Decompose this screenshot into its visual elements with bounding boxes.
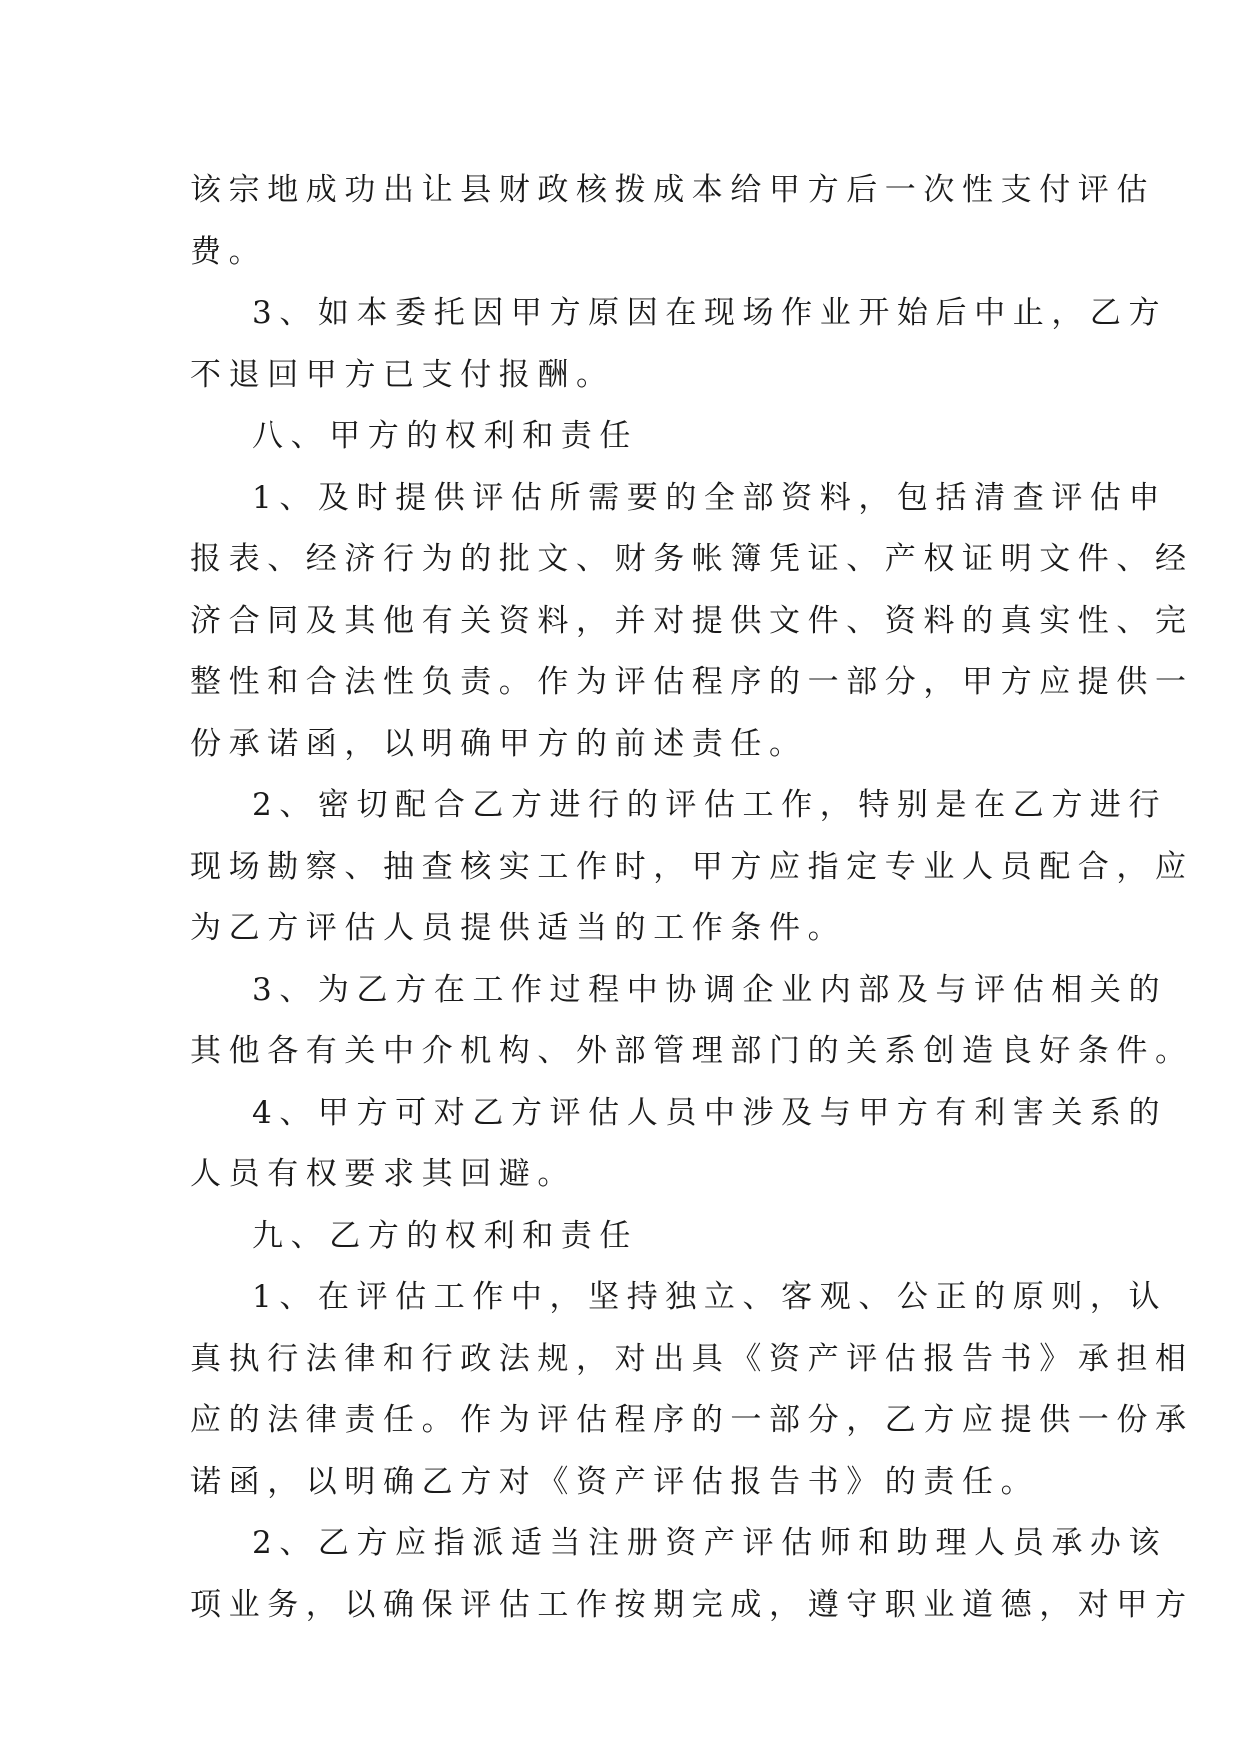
text-line: 份承诺函，以明确甲方的前述责任。 xyxy=(190,725,808,762)
text-line: 1、在评估工作中，坚持独立、客观、公正的原则，认 xyxy=(252,1279,1168,1315)
text-line: 济合同及其他有关资料，并对提供文件、资料的真实性、完 xyxy=(190,602,1194,639)
text-line: 不退回甲方已支付报酬。 xyxy=(190,356,615,393)
text-line: 4、甲方可对乙方评估人员中涉及与甲方有利害关系的 xyxy=(252,1094,1168,1131)
text-line: 费。 xyxy=(190,233,268,270)
text-line: 2、乙方应指派适当注册资产评估师和助理人员承办该 xyxy=(252,1525,1168,1561)
text-line: 其他各有关中介机构、外部管理部门的关系创造良好条件。 xyxy=(190,1033,1194,1069)
text-line: 真执行法律和行政法规，对出具《资产评估报告书》承担相 xyxy=(190,1340,1194,1377)
section-heading: 八、甲方的权利和责任 xyxy=(252,418,638,454)
text-line: 人员有权要求其回避。 xyxy=(190,1156,576,1192)
section-heading: 九、乙方的权利和责任 xyxy=(252,1217,638,1254)
text-line: 项业务，以确保评估工作按期完成，遵守职业道德，对甲方 xyxy=(190,1586,1194,1623)
text-line: 诺函，以明确乙方对《资产评估报告书》的责任。 xyxy=(190,1463,1040,1500)
text-line: 3、如本委托因甲方原因在现场作业开始后中止，乙方 xyxy=(252,295,1168,331)
text-line: 现场勘察、抽查核实工作时，甲方应指定专业人员配合，应 xyxy=(190,848,1194,885)
text-line: 2、密切配合乙方进行的评估工作，特别是在乙方进行 xyxy=(252,787,1168,823)
text-line: 应的法律责任。作为评估程序的一部分，乙方应提供一份承 xyxy=(190,1402,1194,1438)
text-line: 报表、经济行为的批文、财务帐簿凭证、产权证明文件、经 xyxy=(190,541,1194,577)
text-line: 该宗地成功出让县财政核拨成本给甲方后一次性支付评估 xyxy=(190,172,1155,208)
text-line: 整性和合法性负责。作为评估程序的一部分，甲方应提供一 xyxy=(190,664,1194,700)
text-line: 3、为乙方在工作过程中协调企业内部及与评估相关的 xyxy=(252,971,1168,1008)
document-body xyxy=(190,160,1194,1636)
text-line: 1、及时提供评估所需要的全部资料，包括清查评估申 xyxy=(252,479,1168,516)
text-line: 为乙方评估人员提供适当的工作条件。 xyxy=(190,910,847,946)
